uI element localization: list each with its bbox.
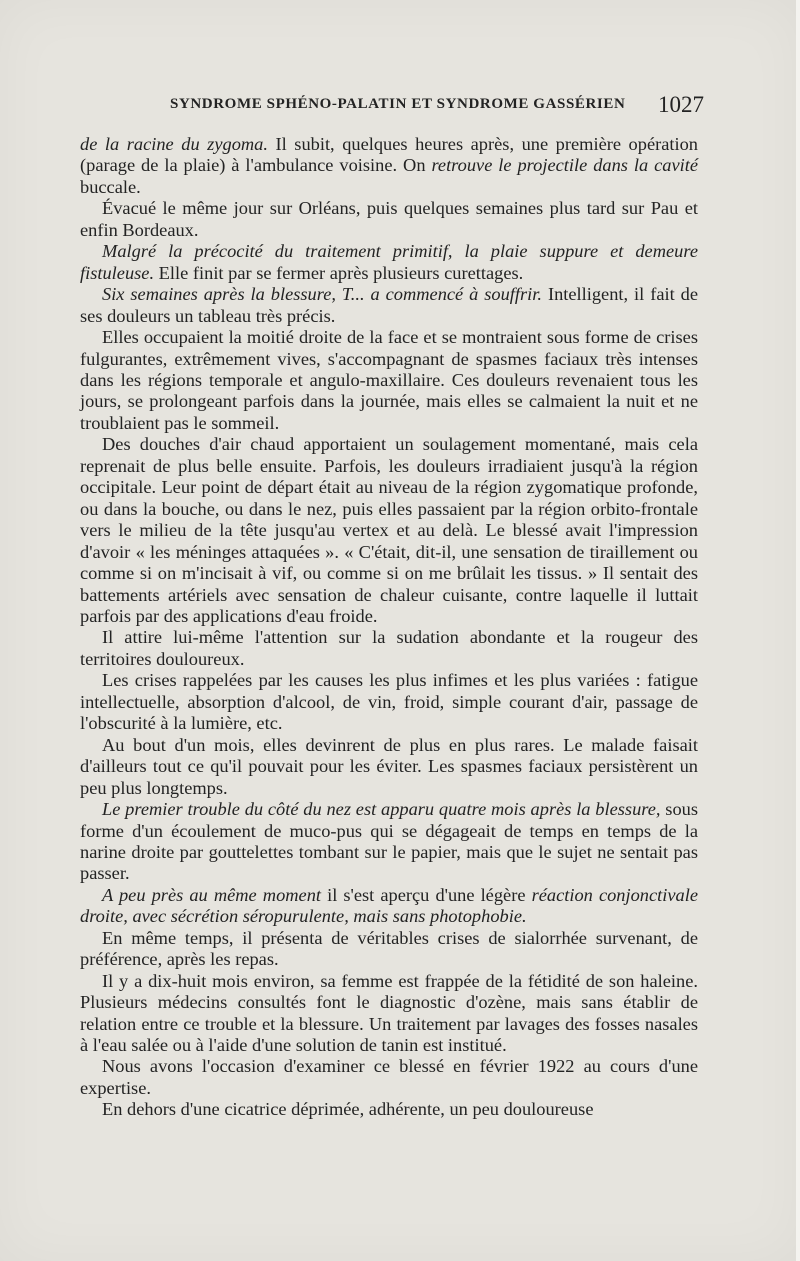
text-run: sous forme d'un écoulement de muco-pus qui se dégageait de temps en temps de la narine droite par gouttelettes tombant sur le papier, mais que le sujet ne sentait pas passer. bbox=[80, 799, 698, 884]
text-run: En dehors d'une cicatrice déprimée, adhérente, un peu douloureuse bbox=[102, 1099, 594, 1120]
running-title: SYNDROME SPHÉNO-PALATIN ET SYNDROME GASSÉRIEN bbox=[170, 96, 626, 112]
text-run: Elle finit par se fermer après plusieurs curettages. bbox=[154, 262, 524, 283]
italic-run: A peu près au même moment bbox=[102, 884, 322, 905]
text-run: Elles occupaient la moitié droite de la face et se montraient sous forme de crises fulgurantes, extrêmement vives, s'accompagnant de spasmes faciaux très intenses dans les régions temporale et angulo-maxillaire. Ces douleurs revenaient tous les jours, se prolongeant parfois dans la journée, mais elles se calmaient la nuit et ne troublaient pas le sommeil. bbox=[80, 327, 698, 433]
text-run: Il subit, quelques heures après, une première opération (parage de la plaie) à l'ambulance voisine. On bbox=[80, 134, 699, 176]
paragraph-pain-description bbox=[80, 327, 698, 434]
paragraph-conjunctival bbox=[80, 885, 698, 928]
paragraph-sialorrhea bbox=[80, 928, 698, 971]
page-number: 1027 bbox=[658, 92, 704, 117]
paragraph-triggers bbox=[80, 670, 698, 734]
text-run: Au bout d'un mois, elles devinrent de plus en plus rares. Le malade faisait d'ailleurs tout ce qu'il pouvait pour les éviter. Les spasmes faciaux persistèrent un peu plus longtemps. bbox=[80, 734, 698, 798]
text-run: Nous avons l'occasion d'examiner ce blessé en février 1922 au cours d'une expertise. bbox=[80, 1056, 698, 1098]
italic-run: Le premier trouble du côté du nez est apparu quatre mois après la blessure, bbox=[102, 799, 661, 820]
italic-run: réaction conjonctivale droite, avec sécrétion séropurulente, mais sans photophobie. bbox=[80, 884, 699, 927]
paragraph-suppuration bbox=[80, 241, 698, 284]
body-text bbox=[80, 134, 698, 1121]
text-run: buccale. bbox=[80, 176, 141, 197]
paragraph-irradiation bbox=[80, 434, 698, 627]
paragraph-onset-pain bbox=[80, 284, 698, 327]
paragraph-ozena bbox=[80, 971, 698, 1057]
italic-run: de la racine du zygoma. bbox=[80, 134, 268, 154]
page-header bbox=[170, 92, 704, 118]
paragraph-improvement bbox=[80, 735, 698, 799]
text-run: Il attire lui-même l'attention sur la sudation abondante et la rougeur des territoires douloureux. bbox=[80, 627, 698, 669]
paragraph-sudation bbox=[80, 627, 698, 670]
paragraph-evacuation bbox=[80, 198, 698, 241]
paragraph-nasal-trouble bbox=[80, 799, 698, 885]
italic-run: Malgré la précocité du traitement primitif, la plaie suppure et demeure fistuleuse. bbox=[80, 241, 698, 283]
paragraph-continuation bbox=[80, 134, 698, 198]
text-run: Intelligent, il fait de ses douleurs un tableau très précis. bbox=[80, 284, 698, 326]
text-run: Des douches d'air chaud apportaient un soulagement momentané, mais cela reprenait de plus belle ensuite. Parfois, les douleurs irradiaient jusqu'à la région occipitale. Leur point de départ était au niveau de la région zygomatique profonde, ou dans la bouche, ou dans le nez, puis elles passaient par la région orbito-frontale vers le milieu de la tête jusqu'au vertex et au delà. Le blessé avait l'impression d'avoir « les méninges attaquées ». « C'était, dit-il, une sensation de tiraillement ou comme si on m'incisait à vif, ou comme si on me brûlait les tissus. » Il sentait des battements artériels avec sensation de chaleur cuisante, contre laquelle il luttait parfois par des applications d'eau froide. bbox=[80, 434, 698, 626]
italic-run: Six semaines après la blessure, T... a commencé à souffrir. bbox=[102, 284, 543, 305]
paragraph-scar bbox=[80, 1099, 698, 1120]
text-run: En même temps, il présenta de véritables crises de sialorrhée survenant, de préférence, après les repas. bbox=[80, 927, 698, 970]
text-run: Il y a dix-huit mois environ, sa femme est frappée de la fétidité de son haleine. Plusieurs médecins consultés font le diagnostic d'ozène, mais sans établir de relation entre ce trouble et la blessure. Un traitement par lavages des fosses nasales à l'eau salée ou à l'aide d'une solution de tanin est institué. bbox=[80, 970, 698, 1056]
text-run: il s'est aperçu d'une légère bbox=[321, 884, 532, 905]
text-run: Les crises rappelées par les causes les plus infimes et les plus variées : fatigue intellectuelle, absorption d'alcool, de vin, froid, simple courant d'air, passage de l'obscurité à la lumière, etc. bbox=[80, 670, 698, 734]
italic-run: retrouve le projectile dans la cavité bbox=[431, 155, 698, 176]
text-run: Évacué le même jour sur Orléans, puis quelques semaines plus tard sur Pau et enfin Bordeaux. bbox=[80, 198, 698, 240]
page-edge bbox=[796, 0, 800, 1261]
paragraph-examination bbox=[80, 1056, 698, 1099]
